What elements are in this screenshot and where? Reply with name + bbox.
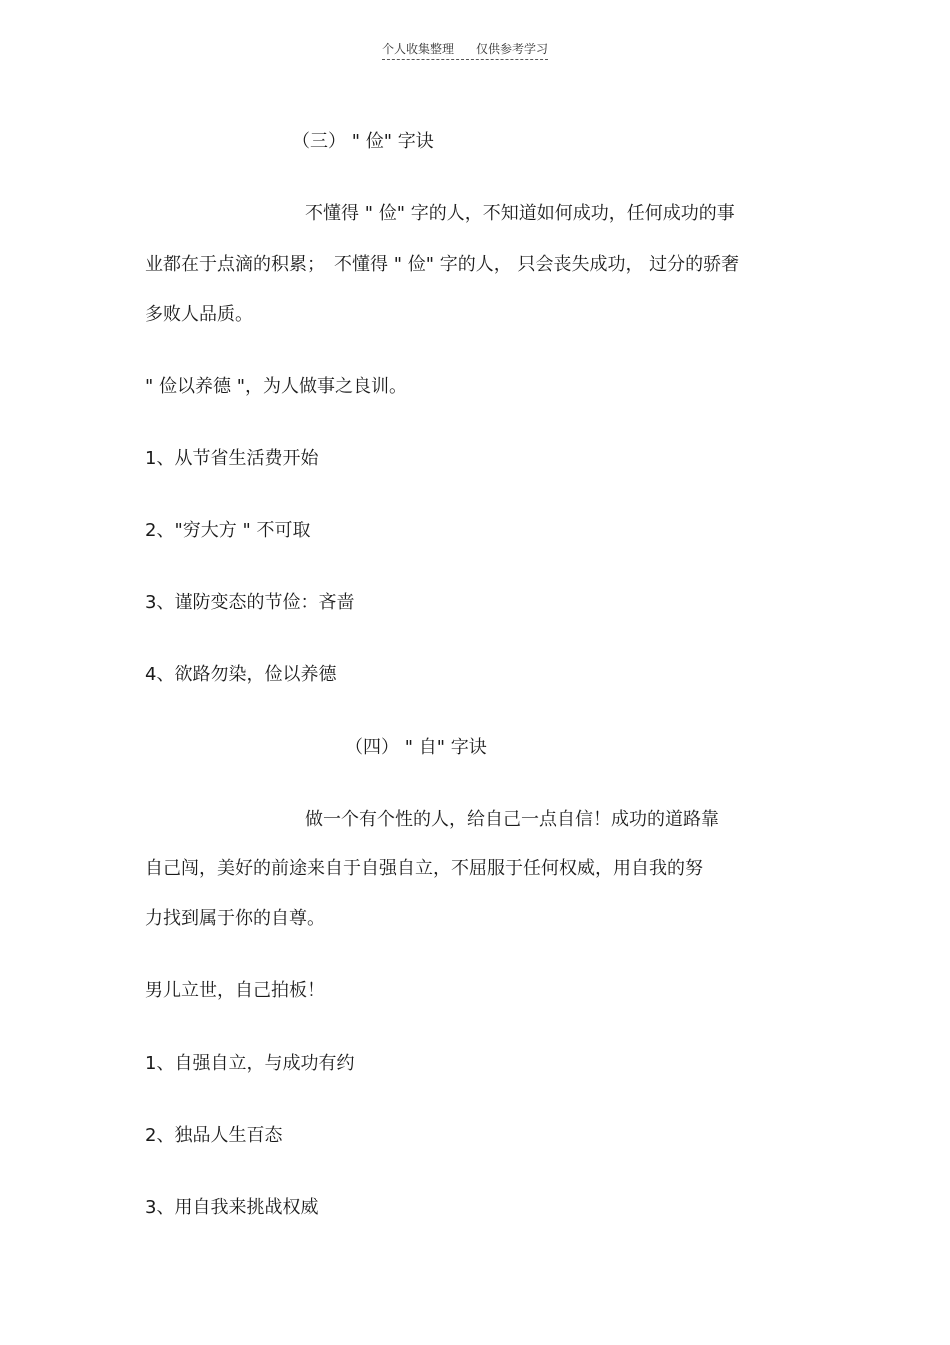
- section3-paragraph-line-2: 业都在于点滴的积累； 不懂得 " 俭" 字的人， 只会丧失成功， 过分的骄奢: [145, 254, 740, 275]
- section4-motto: 男儿立世，自己拍板！: [145, 980, 325, 1001]
- section4-heading: （四） " 自" 字诀: [345, 737, 487, 758]
- section4-list-item-2: 2、独品人生百态: [145, 1125, 283, 1146]
- section3-paragraph-line-3: 多败人品质。: [145, 304, 253, 325]
- section4-paragraph-line-1: 做一个有个性的人，给自己一点自信！成功的道路靠: [305, 809, 719, 830]
- section3-motto: " 俭以养德 "，为人做事之良训。: [145, 376, 408, 397]
- section4-paragraph-line-2: 自己闯，美好的前途来自于自强自立，不屈服于任何权威，用自我的努: [145, 858, 703, 879]
- page-header: [382, 40, 548, 60]
- section3-list-item-3: 3、谨防变态的节俭：吝啬: [145, 592, 355, 613]
- header-left-text: 个人收集整理: [382, 42, 455, 56]
- section4-list-item-3: 3、用自我来挑战权威: [145, 1197, 319, 1218]
- section3-list-item-4: 4、欲路勿染，俭以养德: [145, 664, 337, 685]
- section3-list-item-1: 1、从节省生活费开始: [145, 448, 319, 469]
- header-right-text: 仅供参考学习: [476, 42, 549, 56]
- section4-list-item-1: 1、自强自立，与成功有约: [145, 1053, 355, 1074]
- section3-paragraph-line-1: 不懂得 " 俭" 字的人，不知道如何成功，任何成功的事: [305, 203, 735, 224]
- section3-heading: （三） " 俭" 字诀: [292, 131, 434, 152]
- section3-list-item-2: 2、"穷大方 " 不可取: [145, 520, 311, 541]
- section4-paragraph-line-3: 力找到属于你的自尊。: [145, 908, 325, 929]
